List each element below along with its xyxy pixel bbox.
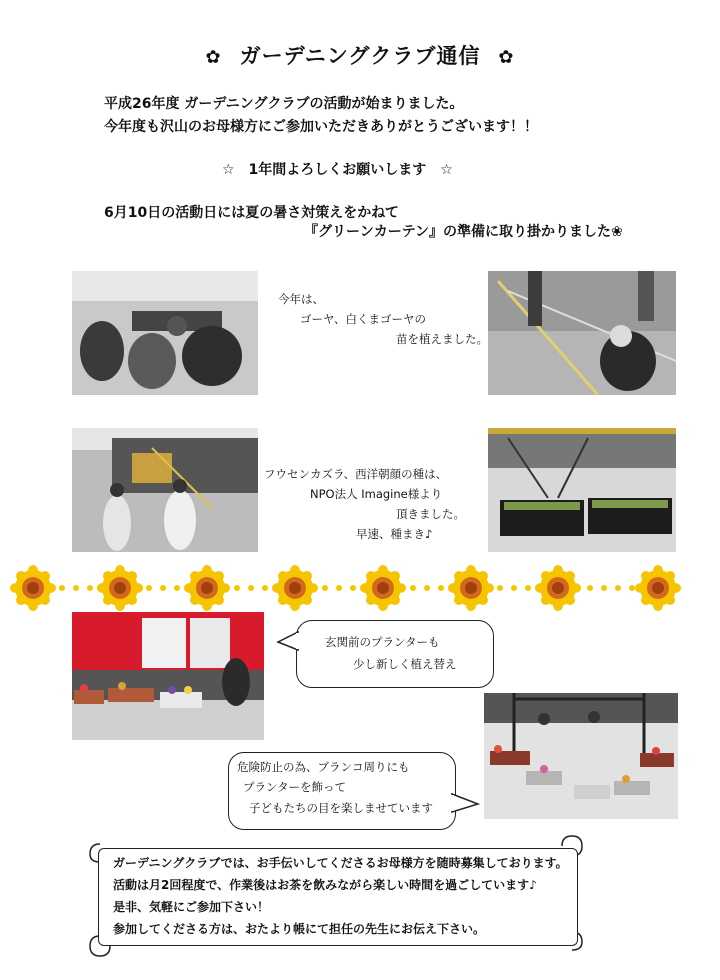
sunflower-icon — [535, 565, 581, 611]
speech-bubble-entrance — [296, 620, 494, 688]
caption2-line-1: フウセンカズラ、西洋朝顔の種は、 — [264, 467, 448, 481]
bubble-tail — [450, 790, 480, 816]
photo-entrance-planters — [72, 612, 264, 740]
bubble2-line-1: 危険防止の為、ブランコ周りにも — [237, 760, 410, 774]
flower-icon: ✿ — [498, 47, 515, 68]
notice-line-1: ガーデニングクラブでは、お手伝いしてくださるお母様方を随時募集しております。 — [113, 856, 568, 870]
sunflower-icon — [360, 565, 406, 611]
sunflower-icon — [10, 565, 56, 611]
intro-line-3: 6月10日の活動日には夏の暑さ対策えをかねて — [104, 205, 399, 221]
sunflower-icon — [184, 565, 230, 611]
bubble2-line-3: 子どもたちの目を楽しませています — [249, 801, 433, 815]
bubble1-line-2: 少し新しく植え替え — [353, 657, 457, 671]
notice-line-2: 活動は月2回程度で、作業後はお茶を飲みながら楽しい時間を過ごしています♪ — [113, 878, 537, 892]
sunflower-icon — [97, 565, 143, 611]
photo-swing-planters — [484, 693, 678, 819]
notice-line-4: 参加してくださる方は、おたより帳にて担任の先生にお伝え下さい。 — [113, 922, 486, 936]
caption1-line-1: 今年は、 — [278, 292, 324, 306]
sunflower-icon — [272, 565, 318, 611]
caption1-line-3: 苗を植えました。 — [396, 332, 488, 346]
caption2-line-4: 早速、種まき♪ — [356, 527, 433, 541]
intro-line-1: 平成26年度 ガーデニングクラブの活動が始まりました。 — [104, 96, 464, 112]
sunflower-icon — [448, 565, 494, 611]
photo-planting-group — [72, 271, 258, 395]
speech-bubble-swing — [228, 752, 456, 830]
bubble-tail — [276, 628, 300, 654]
bubble1-line-1: 玄関前のプランターも — [325, 635, 440, 649]
caption1-line-2: ゴーヤ、白くまゴーヤの — [300, 312, 427, 326]
greeting-line: ☆ 1年間よろしくお願いします ☆ — [222, 162, 453, 178]
photo-net-setup — [488, 271, 676, 395]
caption2-line-2: NPO法人 Imagine様より — [310, 487, 443, 501]
notice-line-3: 是非、気軽にご参加下さい！ — [113, 900, 270, 914]
bubble2-line-2: プランターを飾って — [243, 780, 347, 794]
caption2-line-3: 頂きました。 — [396, 507, 465, 521]
sunflower-icon — [635, 565, 681, 611]
recruitment-notice — [98, 848, 578, 946]
sunflower-divider — [0, 562, 720, 614]
photo-seed-sowing — [72, 428, 258, 552]
intro-line-2: 今年度も沢山のお母様方にご参加いただきありがとうございます！！ — [104, 119, 538, 135]
flower-icon: ✿ — [205, 47, 222, 68]
intro-line-4: 『グリーンカーテン』の準備に取り掛かりました❀ — [304, 224, 623, 240]
title-text: ガーデニングクラブ通信 — [239, 44, 481, 68]
newsletter-title — [0, 40, 720, 70]
photo-planter-boxes — [488, 428, 676, 552]
